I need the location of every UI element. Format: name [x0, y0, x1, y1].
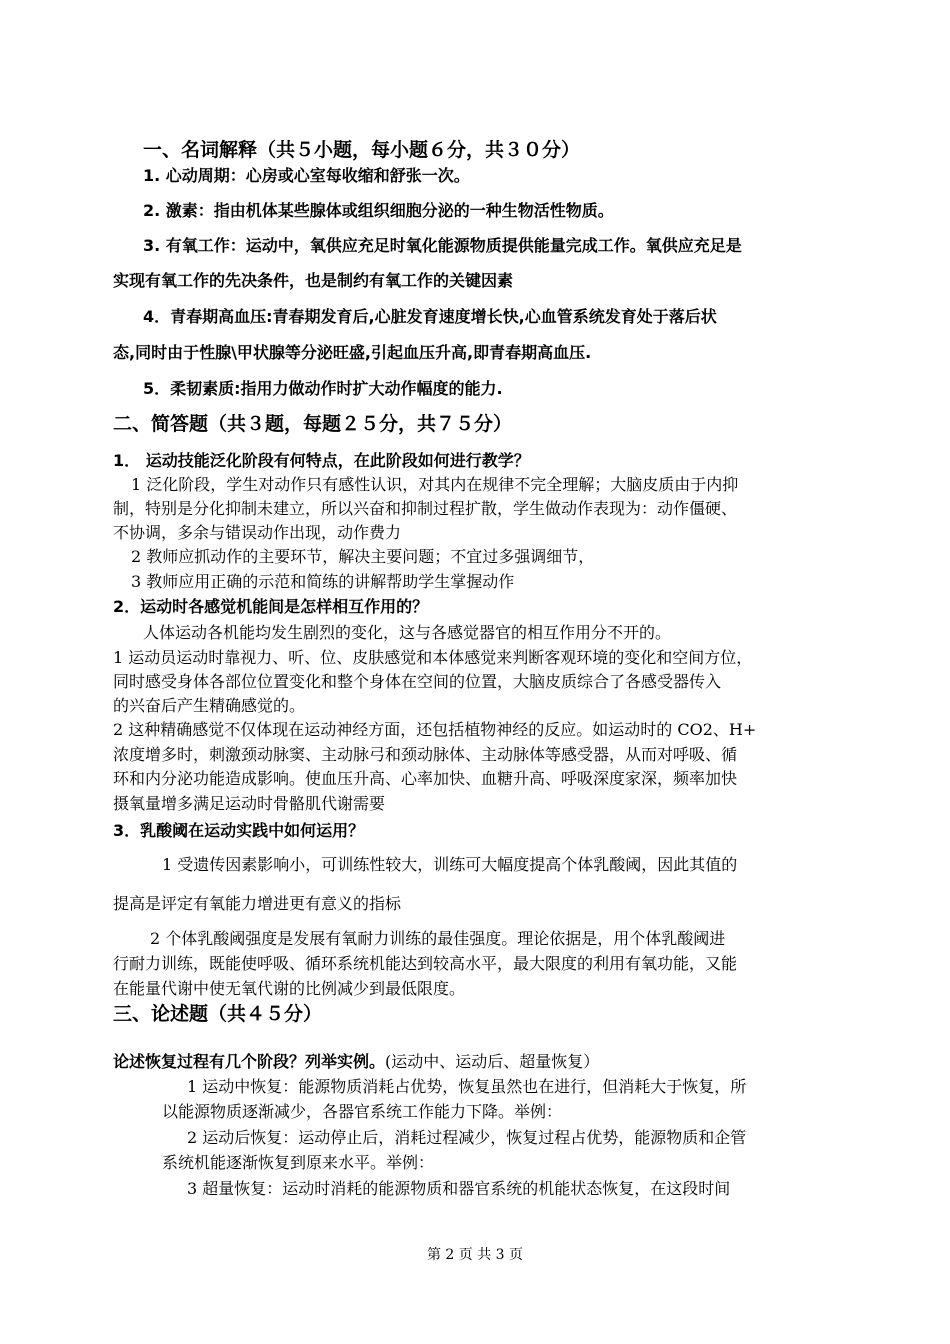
def-2: 2. 激素：指由机体某些腺体或组织细胞分泌的一种生物活性物质。: [143, 201, 614, 220]
def-4-line2: 态,同时由于性腺\甲状腺等分泌旺盛,引起血压升高,即青春期高血压.: [113, 343, 592, 362]
essay-question-text: 论述恢复过程有几个阶段？列举实例。: [113, 1052, 386, 1071]
def-3-line2: 实现有氧工作的先决条件，也是制约有氧工作的关键因素: [113, 271, 514, 290]
q3-line5: 在能量代谢中使无氧代谢的比例减少到最低限度。: [113, 979, 466, 998]
q2-line8: 摄氧量增多满足运动时骨骼肌代谢需要: [113, 794, 386, 813]
section3-heading: 三、论述题（共４５分）: [113, 1003, 323, 1025]
q1-line1: 1 泛化阶段，学生对动作只有感性认识，对其内在规律不完全理解；大脑皮质由于内抑: [131, 475, 739, 494]
essay-line3: 2 运动后恢复：运动停止后，消耗过程减少，恢复过程占优势，能源物质和企管: [187, 1128, 747, 1147]
q1-line2: 制，特别是分化抑制未建立，所以兴奋和抑制过程扩散，学生做动作表现为：动作僵硬、: [113, 499, 738, 518]
q2-line6: 浓度增多时，刺激颈动脉窦、主动脉弓和颈动脉体、主动脉体等感受器，从而对呼吸、循: [113, 745, 738, 764]
essay-line1: 1 运动中恢复：能源物质消耗占优势，恢复虽然也在进行，但消耗大于恢复，所: [187, 1077, 747, 1096]
q2-line4: 的兴奋后产生精确感觉的。: [113, 696, 306, 715]
essay-line4: 系统机能逐渐恢复到原来水平。举例：: [162, 1153, 435, 1172]
q3-line1: 1 受遗传因素影响小，可训练性较大，训练可大幅度提高个体乳酸阈，因此其值的: [162, 855, 738, 874]
essay-line5: 3 超量恢复：运动时消耗的能源物质和器官系统的机能状态恢复，在这段时间: [187, 1179, 731, 1198]
q2-line5: 2 这种精确感觉不仅体现在运动神经方面，还包括植物神经的反应。如运动时的 CO2、H+: [113, 720, 757, 739]
q2-line1: 人体运动各机能均发生剧烈的变化，这与各感觉器官的相互作用分不开的。: [143, 623, 672, 642]
section2-heading: 二、简答题（共３题，每题２５分，共７５分）: [113, 413, 513, 435]
q3-line2: 提高是评定有氧能力增进更有意义的指标: [113, 894, 402, 913]
q1-line5: 3 教师应用正确的示范和简练的讲解帮助学生掌握动作: [131, 572, 515, 591]
q2-title: 2．运动时各感觉机能间是怎样相互作用的？: [113, 597, 429, 616]
q2-line7: 环和内分泌功能造成影响。使血压升高、心率加快、血糖升高、呼吸深度家深，频率加快: [113, 769, 738, 788]
section1-heading: 一、名词解释（共５小题，每小题６分，共３０分）: [143, 139, 581, 161]
def-5: 5．柔韧素质:指用力做动作时扩大动作幅度的能力.: [143, 379, 503, 398]
q2-line3: 同时感受身体各部位位置变化和整个身体在空间的位置，大脑皮质综合了各感受器传入: [113, 672, 722, 691]
essay-line2: 以能源物质逐渐减少，各器官系统工作能力下降。举例：: [162, 1102, 563, 1121]
def-4-line1: 4．青春期高血压:青春期发育后,心脏发育速度增长快,心血管系统发育处于落后状: [143, 307, 717, 326]
page-footer: 第 2 页 共 3 页: [426, 1247, 524, 1263]
essay-question: [113, 1051, 599, 1073]
def-3-line1: 3. 有氧工作：运动中，氧供应充足时氧化能源物质提供能量完成工作。氧供应充足是: [143, 236, 742, 255]
def-1: 1. 心动周期：心房或心室每收缩和舒张一次。: [143, 166, 470, 185]
q3-line3: 2 个体乳酸阈强度是发展有氧耐力训练的最佳强度。理论依据是，用个体乳酸阈进: [150, 929, 726, 948]
q1-title: 1． 运动技能泛化阶段有何特点，在此阶段如何进行教学？: [113, 451, 530, 470]
q2-line2: 1 运动员运动时靠视力、听、位、皮肤感觉和本体感觉来判断客观环境的变化和空间方位，: [113, 648, 753, 667]
q3-title: 3．乳酸阈在运动实践中如何运用？: [113, 821, 365, 840]
q3-line4: 行耐力训练，既能使呼吸、循环系统机能达到较高水平，最大限度的利用有氧功能，又能: [113, 954, 738, 973]
q1-line3: 不协调，多余与错误动作出现，动作费力: [113, 523, 402, 542]
essay-question-note: (运动中、运动后、超量恢复）: [385, 1052, 600, 1071]
q1-line4: 2 教师应抓动作的主要环节，解决主要问题；不宜过多强调细节，: [131, 547, 595, 566]
